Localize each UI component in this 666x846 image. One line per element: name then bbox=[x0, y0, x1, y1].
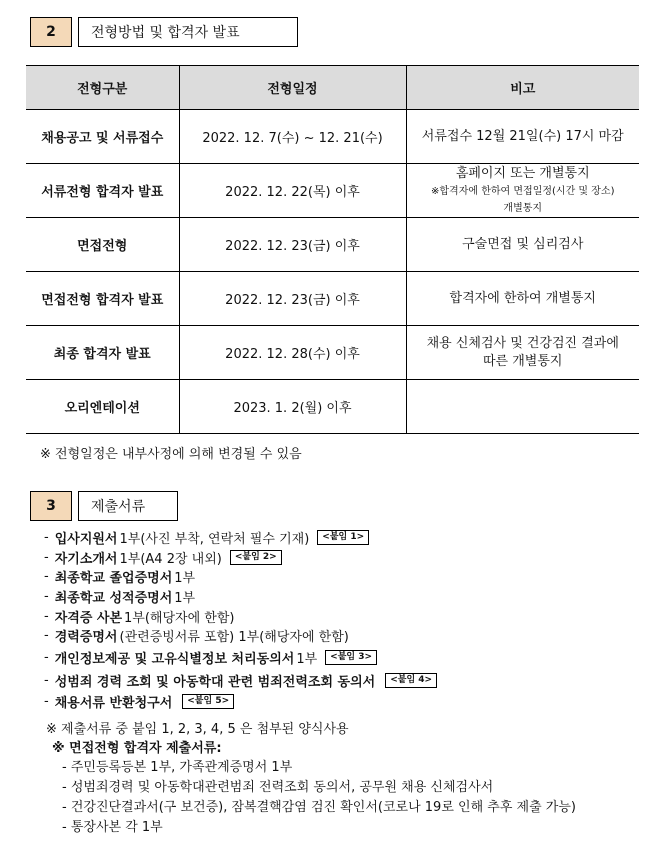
row-date: 2022. 12. 7(수) ~ 12. 21(수) bbox=[179, 110, 406, 164]
interview-docs-heading: ※ 면접전형 합격자 제출서류: bbox=[52, 741, 222, 756]
document-detail: 1부 bbox=[174, 591, 196, 607]
row-note bbox=[406, 326, 639, 380]
row-note-text: 홈페이지 또는 개별통지 bbox=[455, 165, 590, 181]
row-note-text: 서류접수 12월 21일(수) 17시 마감 bbox=[421, 128, 624, 144]
section-2-header bbox=[30, 17, 298, 47]
header-note: 비고 bbox=[406, 66, 639, 110]
list-dash: - bbox=[44, 549, 49, 565]
document-name: 성범죄 경력 조회 및 아동학대 관련 범죄전력조회 동의서 bbox=[54, 674, 376, 690]
list-dash: - bbox=[44, 628, 49, 644]
list-item: - 건강진단결과서(구 보건증), 잠복결핵감염 검진 확인서(코로나 19로 인해 추후 제출 가능) bbox=[62, 800, 576, 815]
row-note bbox=[406, 218, 639, 272]
table-row bbox=[26, 164, 639, 218]
row-kind: 면접전형 bbox=[26, 218, 179, 272]
list-item bbox=[44, 528, 437, 548]
list-dash: - bbox=[44, 608, 49, 624]
section-2-title: 전형방법 및 합격자 발표 bbox=[78, 17, 298, 47]
row-note bbox=[406, 164, 639, 218]
list-item bbox=[44, 626, 437, 646]
list-item bbox=[44, 548, 437, 568]
section-3-number: 3 bbox=[30, 491, 72, 521]
row-date: 2022. 12. 23(금) 이후 bbox=[179, 272, 406, 326]
schedule-footnote: ※ 전형일정은 내부사정에 의해 변경될 수 있음 bbox=[40, 447, 302, 462]
attachment-tag: <붙임 2> bbox=[230, 550, 282, 565]
document-name: 입사지원서 bbox=[54, 532, 118, 548]
section-3-header bbox=[30, 491, 178, 521]
row-note bbox=[406, 380, 639, 434]
row-note-text: 구술면접 및 심리검사 bbox=[462, 236, 584, 252]
section-2-number: 2 bbox=[30, 17, 72, 47]
list-dash: - bbox=[44, 672, 49, 688]
row-note bbox=[406, 272, 639, 326]
list-dash: - bbox=[44, 569, 49, 585]
row-kind: 최종 합격자 발표 bbox=[26, 326, 179, 380]
list-dash: - bbox=[44, 589, 49, 605]
attachment-tag: <붙임 4> bbox=[385, 673, 437, 688]
document-detail: 1부(해당자에 한함) bbox=[124, 610, 235, 626]
table-row bbox=[26, 110, 639, 164]
list-item bbox=[44, 646, 437, 669]
document-list bbox=[44, 528, 437, 711]
row-kind: 서류전형 합격자 발표 bbox=[26, 164, 179, 218]
document-detail: 1부 bbox=[174, 571, 196, 587]
header-date: 전형일정 bbox=[179, 66, 406, 110]
list-item bbox=[44, 669, 437, 692]
schedule-table bbox=[26, 65, 639, 434]
row-note-tail: 개별통지 bbox=[503, 202, 543, 214]
row-kind: 면접전형 합격자 발표 bbox=[26, 272, 179, 326]
table-row bbox=[26, 218, 639, 272]
row-date: 2022. 12. 22(목) 이후 bbox=[179, 164, 406, 218]
row-kind: 채용공고 및 서류접수 bbox=[26, 110, 179, 164]
list-dash: - bbox=[44, 649, 49, 665]
interview-docs-list bbox=[62, 758, 576, 838]
attachment-tag: <붙임 3> bbox=[325, 650, 377, 665]
list-item bbox=[44, 692, 437, 712]
table-row bbox=[26, 272, 639, 326]
attachment-note: ※ 제출서류 중 붙임 1, 2, 3, 4, 5 은 첨부된 양식사용 bbox=[46, 722, 349, 737]
list-item: - 성범죄경력 및 아동학대관련범죄 전력조회 동의서, 공무원 채용 신체검사서 bbox=[62, 780, 494, 795]
attachment-tag: <붙임 5> bbox=[182, 694, 234, 709]
attachment-tag: <붙임 1> bbox=[317, 530, 369, 545]
list-item bbox=[44, 606, 437, 626]
row-date: 2022. 12. 28(수) 이후 bbox=[179, 326, 406, 380]
row-note bbox=[406, 110, 639, 164]
table-row bbox=[26, 380, 639, 434]
document-detail: 1부 bbox=[296, 651, 318, 667]
row-kind: 오리엔테이션 bbox=[26, 380, 179, 434]
list-item: - 주민등록등본 1부, 가족관계증명서 1부 bbox=[62, 760, 293, 775]
document-name: 경력증명서 bbox=[54, 630, 118, 646]
list-item bbox=[44, 587, 437, 607]
section-3-title: 제출서류 bbox=[78, 491, 178, 521]
document-name: 채용서류 반환청구서 bbox=[54, 695, 173, 711]
document-name: 자기소개서 bbox=[54, 551, 118, 567]
row-date: 2022. 12. 23(금) 이후 bbox=[179, 218, 406, 272]
document-detail: (관련증빙서류 포함) 1부(해당자에 한함) bbox=[119, 630, 349, 646]
row-note-text: 채용 신체검사 및 건강검진 결과에 bbox=[426, 335, 619, 351]
document-name: 최종학교 성적증명서 bbox=[54, 591, 173, 607]
row-note-tail: 따른 개별통지 bbox=[483, 353, 563, 369]
document-name: 개인정보제공 및 고유식별정보 처리동의서 bbox=[54, 651, 295, 667]
list-dash: - bbox=[44, 693, 49, 709]
table-row bbox=[26, 326, 639, 380]
row-date: 2023. 1. 2(월) 이후 bbox=[179, 380, 406, 434]
row-note-small: ※합격자에 한하여 면접일정(시간 및 장소) bbox=[431, 185, 615, 197]
list-item: - 통장사본 각 1부 bbox=[62, 820, 163, 835]
list-dash: - bbox=[44, 530, 49, 546]
document-detail: 1부(A4 2장 내외) bbox=[119, 551, 222, 567]
row-note-text: 합격자에 한하여 개별통지 bbox=[449, 290, 596, 306]
document-name: 최종학교 졸업증명서 bbox=[54, 571, 173, 587]
document-detail: 1부(사진 부착, 연락처 필수 기재) bbox=[119, 532, 310, 548]
document-name: 자격증 사본 bbox=[54, 610, 123, 626]
table-header-row bbox=[26, 66, 639, 110]
header-kind: 전형구분 bbox=[26, 66, 179, 110]
list-item bbox=[44, 567, 437, 587]
